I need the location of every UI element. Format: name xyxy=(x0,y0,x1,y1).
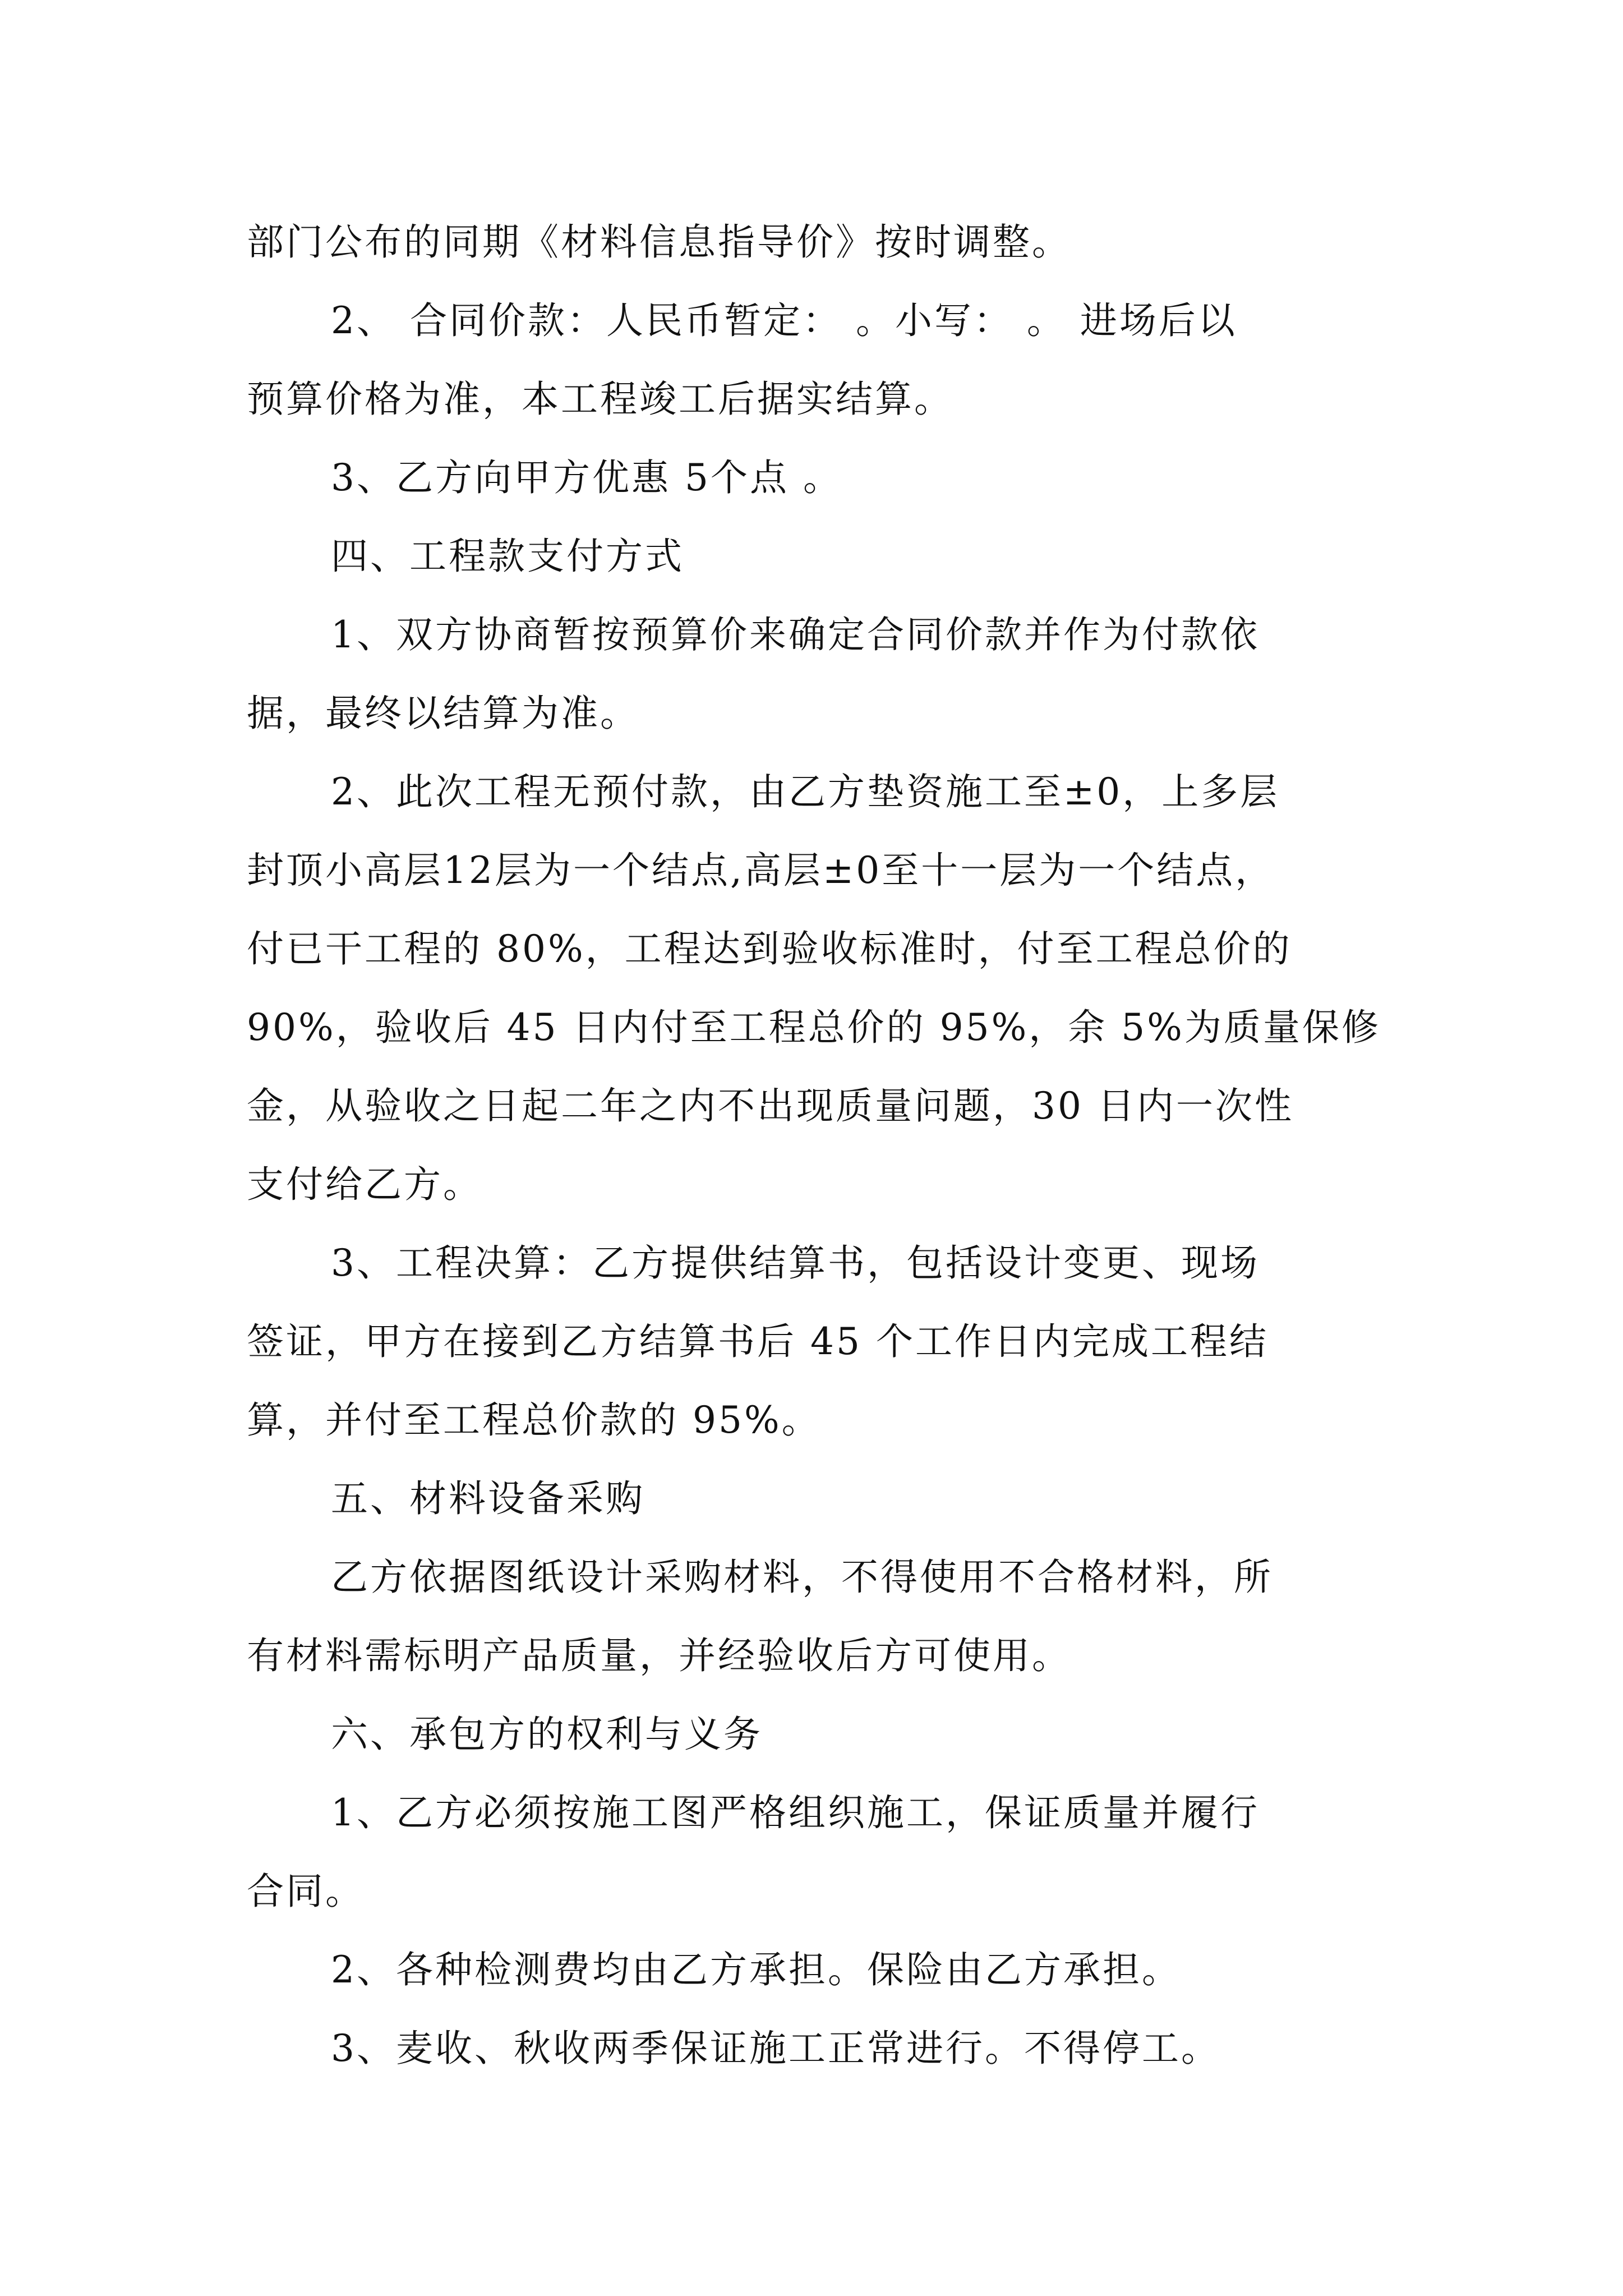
text-line: 付已干工程的 80%，工程达到验收标准时，付至工程总价的 xyxy=(247,927,1292,970)
text-line: 1、乙方必须按施工图严格组织施工，保证质量并履行 xyxy=(331,1791,1260,1834)
text-line: 90%，验收后 45 日内付至工程总价的 95%，余 5%为质量保修 xyxy=(247,1006,1381,1049)
section-heading: 四、工程款支付方式 xyxy=(331,535,684,578)
text-line: 1、双方协商暂按预算价来确定合同价款并作为付款依 xyxy=(331,613,1260,656)
text-line: 据，最终以结算为准。 xyxy=(247,692,639,735)
text-line: 部门公布的同期《材料信息指导价》按时调整。 xyxy=(247,220,1071,264)
text-line: 3、麦收、秋收两季保证施工正常进行。不得停工。 xyxy=(331,2027,1220,2070)
text-line: 3、乙方向甲方优惠 5个点 。 xyxy=(331,456,842,499)
text-line: 2、 合同价款：人民币暂定： 。小写： 。 进场后以 xyxy=(331,299,1237,342)
section-heading: 六、承包方的权利与义务 xyxy=(331,1713,763,1756)
section-heading: 五、材料设备采购 xyxy=(331,1477,645,1520)
text-line: 封顶小高层12层为一个结点,高层±0至十一层为一个结点， xyxy=(247,849,1275,892)
text-line: 签证，甲方在接到乙方结算书后 45 个工作日内完成工程结 xyxy=(247,1320,1269,1363)
text-line: 合同。 xyxy=(247,1870,365,1913)
text-line: 3、工程决算：乙方提供结算书，包括设计变更、现场 xyxy=(331,1241,1260,1285)
text-line: 有材料需标明产品质量，并经验收后方可使用。 xyxy=(247,1634,1071,1677)
text-line: 算，并付至工程总价款的 95%。 xyxy=(247,1398,821,1442)
text-line: 金，从验收之日起二年之内不出现质量问题，30 日内一次性 xyxy=(247,1084,1294,1128)
text-line: 乙方依据图纸设计采购材料，不得使用不合格材料，所 xyxy=(331,1556,1273,1599)
text-line: 2、各种检测费均由乙方承担。保险由乙方承担。 xyxy=(331,1948,1181,1991)
text-line: 支付给乙方。 xyxy=(247,1163,482,1206)
text-line: 2、此次工程无预付款，由乙方垫资施工至±0，上多层 xyxy=(331,770,1280,813)
text-line: 预算价格为准，本工程竣工后据实结算。 xyxy=(247,378,953,421)
